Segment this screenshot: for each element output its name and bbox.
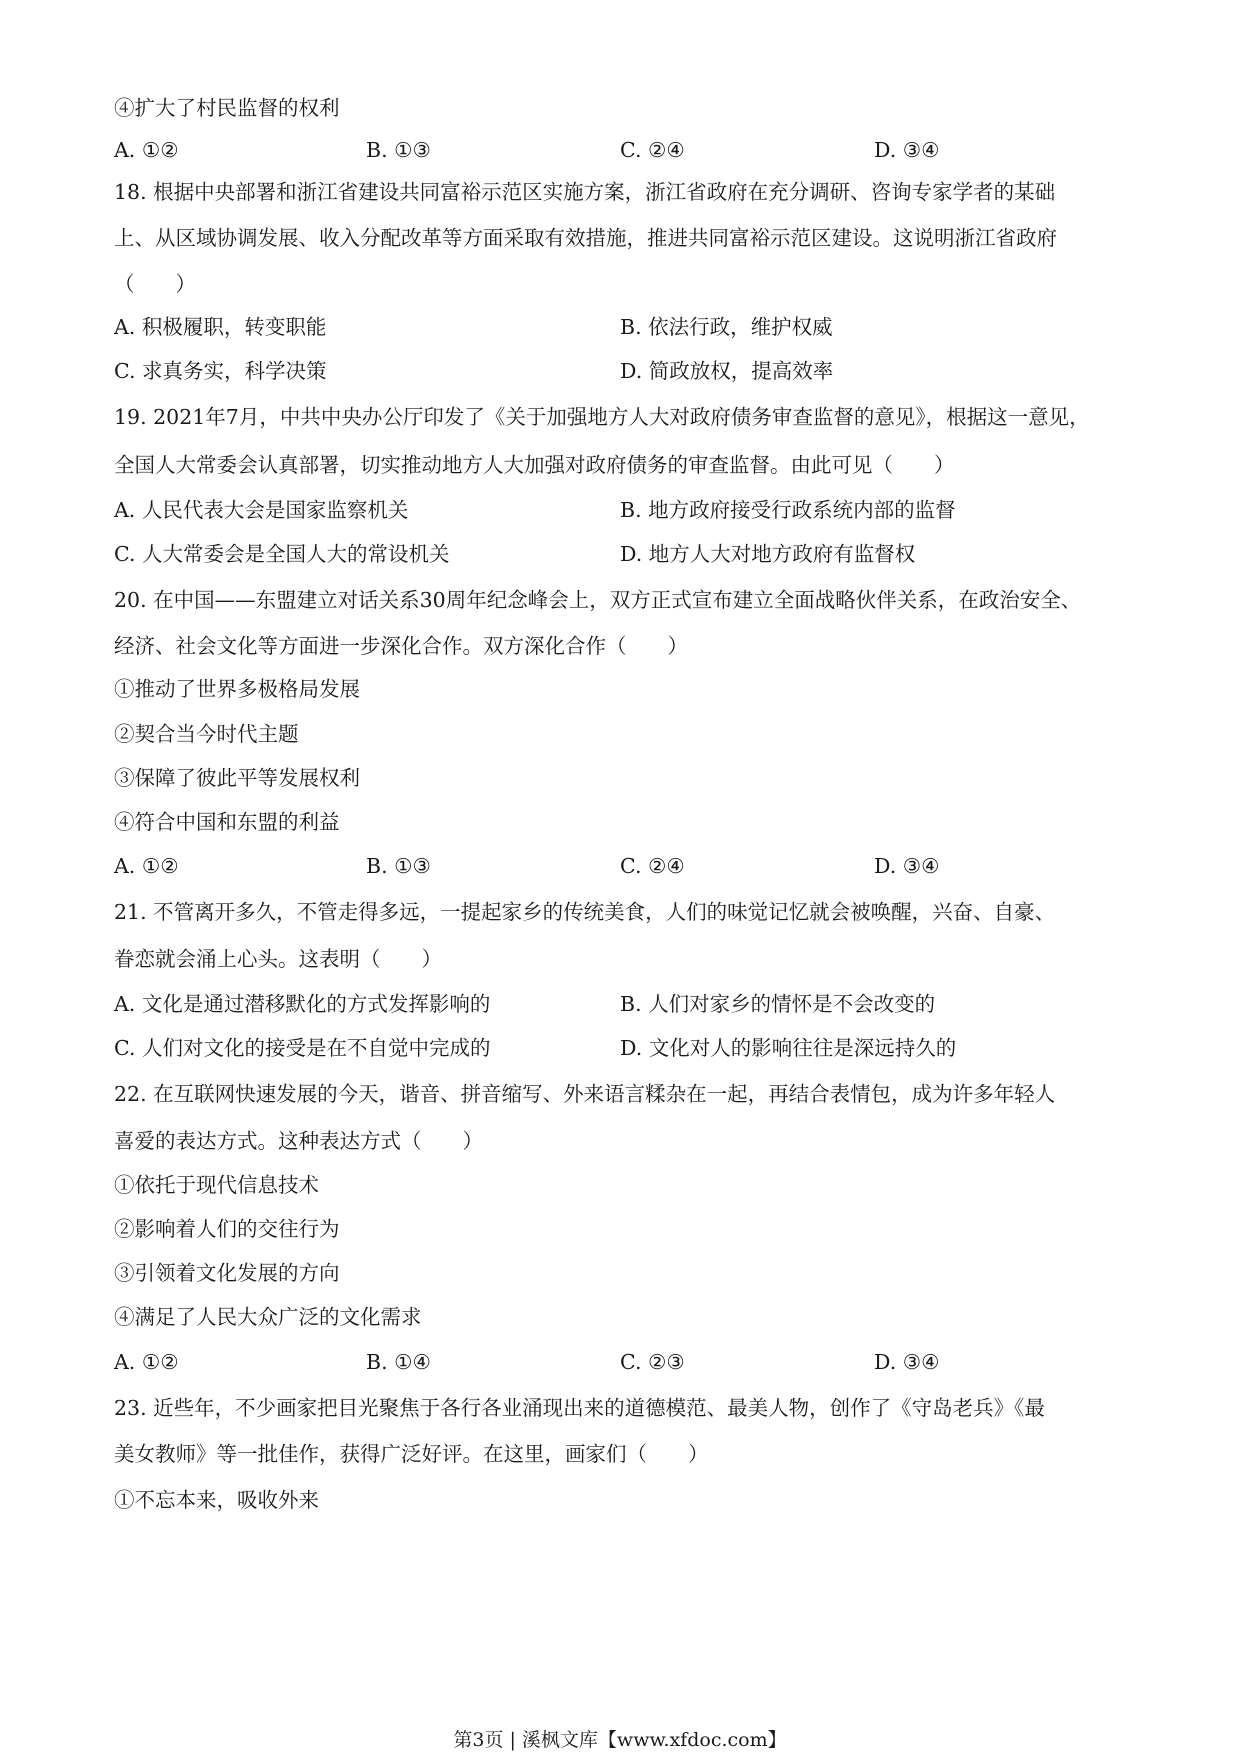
option-d: D. ③④ xyxy=(874,1350,940,1374)
option-a: A. ①② xyxy=(114,138,179,162)
question-text: 21. 不管离开多久，不管走得多远，一提起家乡的传统美食，人们的味觉记忆就会被唤醒，兴奋、自豪、 xyxy=(114,900,1056,924)
question-text: 18. 根据中央部署和浙江省建设共同富裕示范区实施方案，浙江省政府在充分调研、咨询专家学者的某础 xyxy=(114,180,1056,204)
statement-item: ②影响着人们的交往行为 xyxy=(114,1217,340,1241)
statement-item: ①依托于现代信息技术 xyxy=(114,1173,319,1197)
statement-item: ③引领着文化发展的方向 xyxy=(114,1261,340,1285)
statement-item: ④满足了人民大众广泛的文化需求 xyxy=(114,1305,422,1329)
question-text: 经济、社会文化等方面进一步深化合作。双方深化合作（ ） xyxy=(114,634,688,658)
question-text: 22. 在互联网快速发展的今天，谐音、拼音缩写、外来语言糅杂在一起，再结合表情包，成为许多年轻人 xyxy=(114,1082,1056,1106)
option-b: B. ①③ xyxy=(366,854,431,878)
option-a: A. 积极履职，转变职能 xyxy=(114,315,327,339)
option-d: D. ③④ xyxy=(874,854,940,878)
question-text: 眷恋就会涌上心头。这表明（ ） xyxy=(114,947,442,971)
question-text: 19. 2021年7月，中共中央办公厅印发了《关于加强地方人大对政府债务审查监督的意见》，根据这一意见， xyxy=(114,405,1090,429)
question-text: 20. 在中国——东盟建立对话关系30周年纪念峰会上，双方正式宣布建立全面战略伙伴关系，在政治安全、 xyxy=(114,588,1082,612)
option-c: C. 求真务实，科学决策 xyxy=(114,359,327,383)
option-a: A. ①② xyxy=(114,854,179,878)
option-d: D. 文化对人的影响往往是深远持久的 xyxy=(620,1036,957,1060)
answer-blank: （ ） xyxy=(114,272,196,296)
option-d: D. 简政放权，提高效率 xyxy=(620,359,834,383)
statement-item: ④扩大了村民监督的权利 xyxy=(114,96,340,120)
option-b: B. 人们对家乡的情怀是不会改变的 xyxy=(620,992,936,1016)
option-a: A. ①② xyxy=(114,1350,179,1374)
question-text: 喜爱的表达方式。这种表达方式（ ） xyxy=(114,1129,483,1153)
option-c: C. ②④ xyxy=(620,854,685,878)
option-c: C. ②③ xyxy=(620,1350,685,1374)
question-text: 上、从区域协调发展、收入分配改革等方面采取有效措施，推进共同富裕示范区建设。这说明浙江省政府 xyxy=(114,226,1057,250)
option-b: B. 地方政府接受行政系统内部的监督 xyxy=(620,498,956,522)
option-b: B. ①④ xyxy=(366,1350,431,1374)
option-d: D. ③④ xyxy=(874,138,940,162)
question-text: 美女教师》等一批佳作，获得广泛好评。在这里，画家们（ ） xyxy=(114,1442,709,1466)
option-b: B. ①③ xyxy=(366,138,431,162)
statement-item: ④符合中国和东盟的利益 xyxy=(114,810,340,834)
statement-item: ①不忘本来，吸收外来 xyxy=(114,1488,319,1512)
statement-item: ③保障了彼此平等发展权利 xyxy=(114,766,360,790)
statement-item: ①推动了世界多极格局发展 xyxy=(114,677,360,701)
option-c: C. 人大常委会是全国人大的常设机关 xyxy=(114,542,450,566)
question-text: 23. 近些年，不少画家把目光聚焦于各行各业涌现出来的道德模范、最美人物，创作了《守岛老兵》《最 xyxy=(114,1396,1045,1420)
statement-item: ②契合当今时代主题 xyxy=(114,722,299,746)
option-b: B. 依法行政，维护权威 xyxy=(620,315,833,339)
option-d: D. 地方人大对地方政府有监督权 xyxy=(620,542,916,566)
page-footer: 第3页 | 溪枫文库【www.xfdoc.com】 xyxy=(453,1729,787,1751)
option-c: C. ②④ xyxy=(620,138,685,162)
question-text: 全国人大常委会认真部署，切实推动地方人大加强对政府债务的审查监督。由此可见（ ） xyxy=(114,453,955,477)
option-a: A. 人民代表大会是国家监察机关 xyxy=(114,498,409,522)
option-a: A. 文化是通过潜移默化的方式发挥影响的 xyxy=(114,992,491,1016)
option-c: C. 人们对文化的接受是在不自觉中完成的 xyxy=(114,1036,491,1060)
